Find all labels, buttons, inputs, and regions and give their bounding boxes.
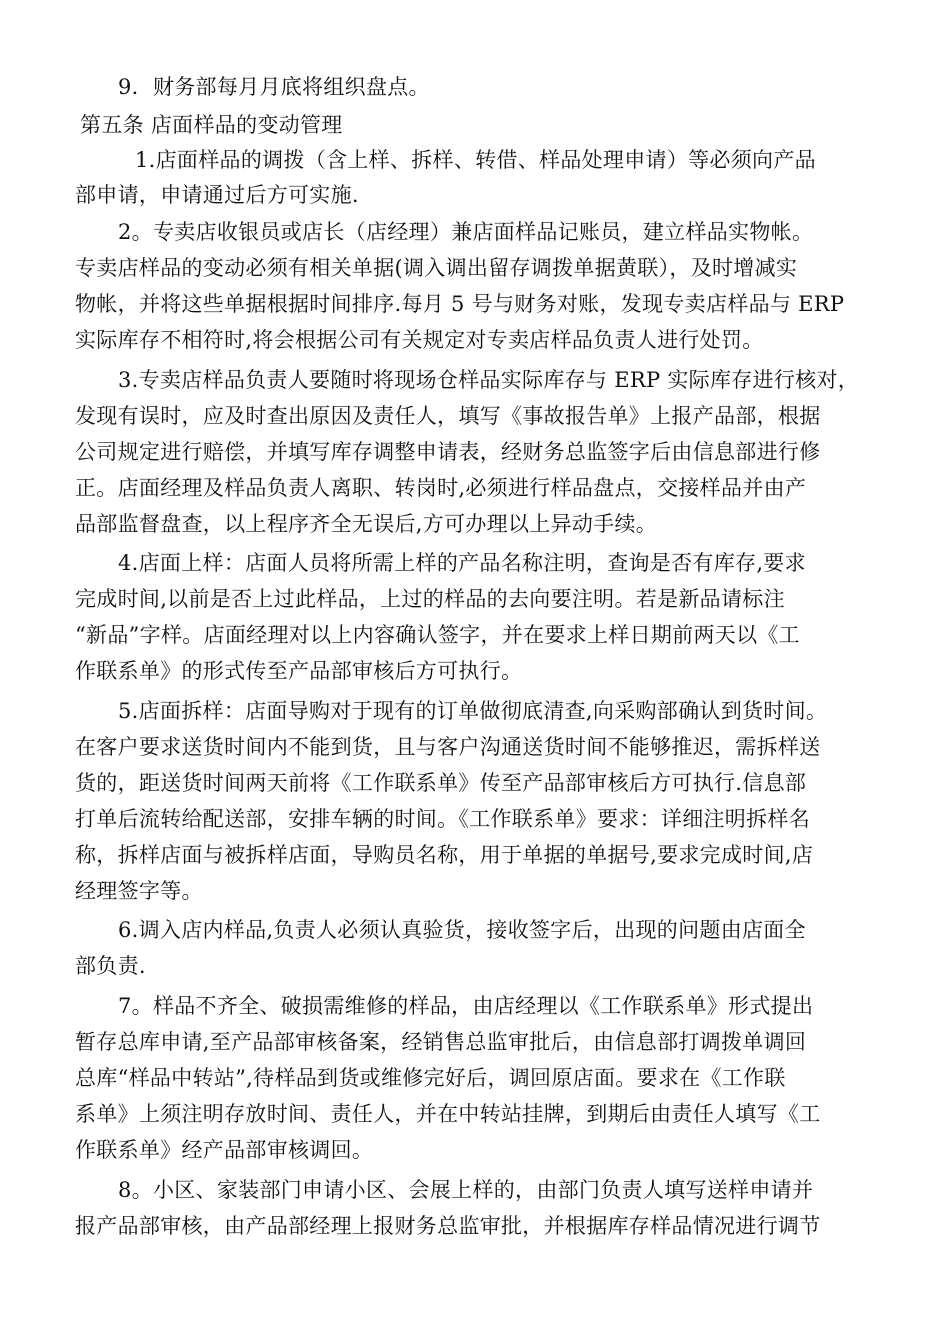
paragraph-1-line-1: 1.店面样品的调拨（含上样、拆样、转借、样品处理申请）等必须向产品 [135,148,816,172]
paragraph-7-line-2: 暂存总库申请,至产品部审核备案，经销售总监审批后，由信息部打调拨单调回 [75,1030,807,1054]
paragraph-5-line-2: 在客户要求送货时间内不能到货，且与客户沟通送货时间不能够推迟，需拆样送 [75,735,821,759]
paragraph-4-line-3: “新品”字样。店面经理对以上内容确认签字，并在要求上样日期前两天以《工 [75,623,800,647]
paragraph-3-line-3: 公司规定进行赔偿，并填写库存调整申请表，经财务总监签字后由信息部进行修 [75,440,821,464]
paragraph-6-line-2: 部负责. [75,954,146,978]
paragraph-2-line-1: 2。专卖店收银员或店长（店经理）兼店面样品记账员，建立样品实物帐。 [118,220,814,244]
paragraph-1-line-2: 部申请，申请通过后方可实施. [75,183,359,207]
paragraph-4-line-4: 作联系单》的形式传至产品部审核后方可执行。 [75,659,523,683]
paragraph-5-line-3: 货的，距送货时间两天前将《工作联系单》传至产品部审核后方可执行.信息部 [75,771,807,795]
article-5-heading: 第五条 店面样品的变动管理 [80,113,343,137]
paragraph-8-line-1: 8。小区、家装部门申请小区、会展上样的，由部门负责人填写送样申请并 [118,1178,814,1202]
paragraph-7-line-1: 7。样品不齐全、破损需维修的样品，由店经理以《工作联系单》形式提出 [118,994,814,1018]
paragraph-3-line-2: 发现有误时，应及时查出原因及责任人，填写《事故报告单》上报产品部，根据 [75,404,821,428]
paragraph-4-line-1: 4.店面上样：店面人员将所需上样的产品名称注明，查询是否有库存,要求 [118,551,806,575]
paragraph-2-line-2: 专卖店样品的变动必须有相关单据(调入调出留存调拨单据黄联），及时增减实 [75,256,798,280]
paragraph-7-line-4: 系单》上须注明存放时间、责任人，并在中转站挂牌，到期后由责任人填写《工 [75,1102,821,1126]
paragraph-7-line-3: 总库“样品中转站”,待样品到货或维修完好后，调回原店面。要求在《工作联 [75,1066,786,1090]
paragraph-5-line-5: 称，拆样店面与被拆样店面，导购员名称，用于单据的单据号,要求完成时间,店 [75,843,814,867]
paragraph-5-line-6: 经理签字等。 [75,879,203,903]
paragraph-6-line-1: 6.调入店内样品,负责人必须认真验货，接收签字后，出现的问题由店面全 [118,918,806,942]
paragraph-8-line-2: 报产品部审核，由产品部经理上报财务总监审批，并根据库存样品情况进行调节 [75,1214,821,1238]
paragraph-5-line-1: 5.店面拆样：店面导购对于现有的订单做彻底清查,向采购部确认到货时间。 [118,699,828,723]
paragraph-3-line-4: 正。店面经理及样品负责人离职、转岗时,必须进行样品盘点，交接样品并由产 [75,476,807,500]
paragraph-4-line-2: 完成时间,以前是否上过此样品，上过的样品的去向要注明。若是新品请标注 [75,587,785,611]
paragraph-7-line-5: 作联系单》经产品部审核调回。 [75,1138,374,1162]
paragraph-2-line-3: 物帐，并将这些单据根据时间排序.每月 5 号与财务对账，发现专卖店样品与 ERP [75,292,845,316]
paragraph-3-line-1: 3.专卖店样品负责人要随时将现场仓样品实际库存与 ERP 实际库存进行核对， [118,368,860,392]
paragraph-5-line-4: 打单后流转给配送部，安排车辆的时间。《工作联系单》要求：详细注明拆样名 [75,807,810,831]
paragraph-3-line-5: 品部监督盘查，以上程序齐全无误后,方可办理以上异动手续。 [75,512,658,536]
list-item-9-monthly-inventory: 9．财务部每月月底将组织盘点。 [118,75,430,99]
paragraph-2-line-4: 实际库存不相符时,将会根据公司有关规定对专卖店样品负责人进行处罚。 [75,328,764,352]
